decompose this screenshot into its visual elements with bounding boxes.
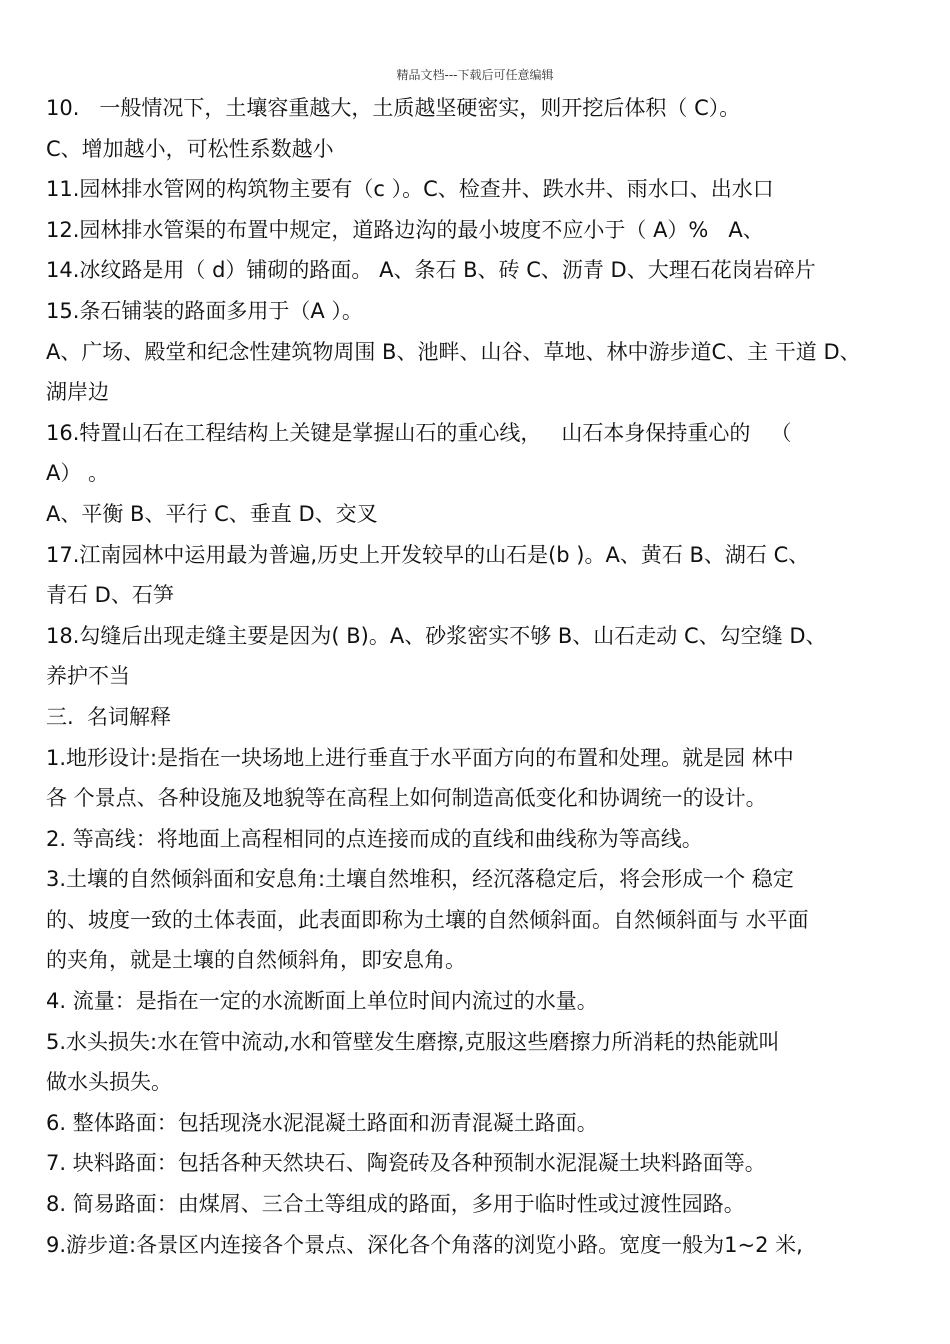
document-body — [46, 88, 908, 1265]
question-11: 11.园林排水管网的构筑物主要有（c ）。C、检查井、跌水井、雨水口、出水口 — [46, 177, 774, 202]
term-4: 4. 流量：是指在一定的水流断面上单位时间内流过的水量。 — [46, 989, 598, 1014]
question-15: 15.条石铺装的路面多用于（A ）。 — [46, 298, 363, 323]
page-header-watermark: 精品文档---下载后可任意编辑 — [396, 68, 554, 82]
term-6: 6. 整体路面：包括现浇水泥混凝土路面和沥青混凝土路面。 — [46, 1110, 598, 1135]
term-7: 7. 块料路面：包括各种天然块石、陶瓷砖及各种预制水泥混凝土块料路面等。 — [46, 1151, 766, 1176]
term-5-line-2: 做水头损失。 — [46, 1070, 172, 1095]
question-18: 18.勾缝后出现走缝主要是因为( B)。A、砂浆密实不够 B、山石走动 C、勾空缝 D、 — [46, 623, 827, 648]
term-3-line-3: 的夹角，就是土壤的自然倾斜角，即安息角。 — [46, 948, 466, 973]
term-3-line-1: 3.土壤的自然倾斜面和安息角:土壤自然堆积，经沉落稳定后，将会形成一个 稳定 — [46, 867, 794, 892]
question-16: 16.特置山石在工程结构上关键是掌握山石的重心线， 山石本身保持重心的 （ — [46, 420, 792, 445]
term-2: 2. 等高线：将地面上高程相同的点连接而成的直线和曲线称为等高线。 — [46, 826, 703, 851]
term-5-line-1: 5.水头损失:水在管中流动,水和管壁发生磨擦,克服这些磨擦力所消耗的热能就叫 — [46, 1029, 780, 1054]
options-17: 青石 D、石笋 — [46, 583, 174, 608]
term-9: 9.游步道:各景区内连接各个景点、深化各个角落的浏览小路。宽度一般为1~2 米, — [46, 1232, 803, 1257]
section-heading-terms: 三. 名词解释 — [46, 704, 172, 729]
question-17: 17.江南园林中运用最为普遍,历史上开发较早的山石是(b )。A、黄石 B、湖石 C、 — [46, 542, 810, 567]
question-10: 10. 一般情况下，土壤容重越大，土质越坚硬密实，则开挖后体积（ C）。 — [46, 96, 741, 120]
question-12: 12.园林排水管渠的布置中规定，道路边沟的最小坡度不应小于（ A）% A、 — [46, 217, 764, 242]
term-1-line-2: 各 个景点、各种设施及地貌等在高程上如何制造高低变化和协调统一的设计。 — [46, 786, 767, 811]
options-18: 养护不当 — [46, 664, 130, 689]
term-8: 8. 简易路面：由煤屑、三合土等组成的路面，多用于临时性或过渡性园路。 — [46, 1192, 745, 1217]
answer-16: A） 。 — [46, 461, 110, 486]
options-16: A、平衡 B、平行 C、垂直 D、交叉 — [46, 501, 378, 526]
answer-10: C、增加越小，可松性系数越小 — [46, 136, 334, 161]
options-15-line-2: 湖岸边 — [46, 380, 109, 405]
question-14: 14.冰纹路是用（ d）铺砌的路面。 A、条石 B、砖 C、沥青 D、大理石花岗岩碎片 — [46, 258, 816, 283]
term-1-line-1: 1.地形设计:是指在一块场地上进行垂直于水平面方向的布置和处理。就是园 林中 — [46, 745, 794, 770]
term-3-line-2: 的、坡度一致的土体表面，此表面即称为土壤的自然倾斜面。自然倾斜面与 水平面 — [46, 907, 809, 932]
options-15-line-1: A、广场、殿堂和纪念性建筑物周围 B、池畔、山谷、草地、林中游步道C、主 干道 D、 — [46, 339, 861, 364]
